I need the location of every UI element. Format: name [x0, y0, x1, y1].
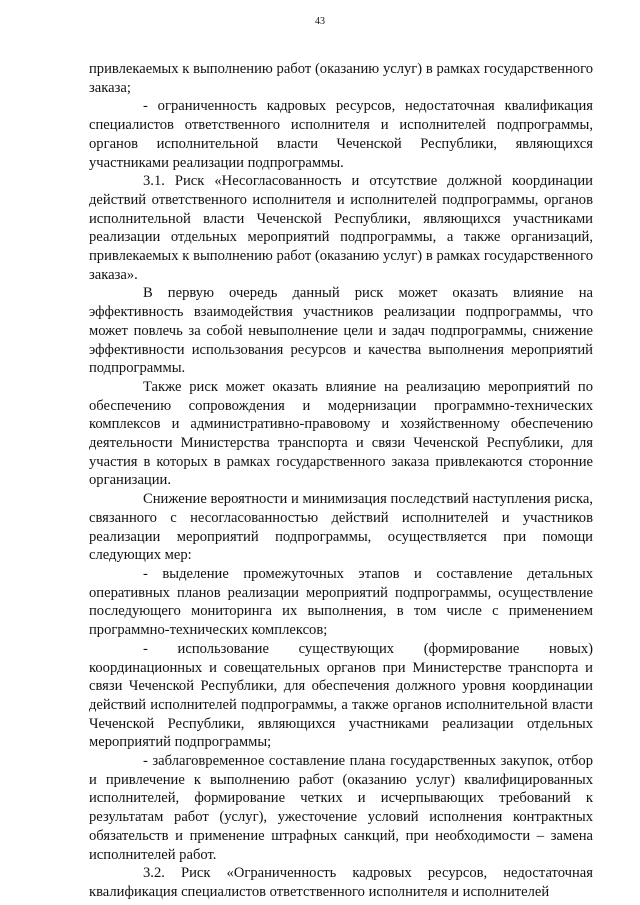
paragraph: В первую очередь данный риск может оказать влияние на эффективность взаимодействия участников реализации подпрограммы, что может повлечь за собой невыполнение цели и задач подпрограммы, снижение эффективности использования ресурсов и качества выполнения мероприятий подпрограммы. [89, 285, 593, 377]
paragraph: Также риск может оказать влияние на реализацию мероприятий по обеспечению сопровождения и модернизации программно-технических комплексов и административно-правовому и хозяйственному обеспечению деятельности Министерства транспорта и связи Чеченской Республики, для участия в которых в рамках государственного заказа привлекаются сторонние организации. [89, 378, 593, 489]
page-number: 43 [315, 16, 325, 27]
paragraph: - использование существующих (формирование новых) координационных и совещательных органов при Министерстве транспорта и связи Чеченской Республики, для обеспечения должного уровня координации действий исполнителей подпрограммы, а также органов исполнительной власти Чеченской Республики, являющихся участниками реализации отдельных мероприятий подпрограммы; [89, 640, 593, 751]
paragraph: привлекаемых к выполнению работ (оказанию услуг) в рамках государственного заказа; [89, 61, 593, 96]
paragraph: - выделение промежуточных этапов и составление детальных оперативных планов реализации мероприятий подпрограммы, осуществление последующего мониторинга их выполнения, в том числе с применением программно-технических комплексов; [89, 565, 593, 639]
paragraph: - заблаговременное составление плана государственных закупок, отбор и привлечение к выполнению работ (оказанию услуг) квалифицированных исполнителей, формирование четких и исчерпывающих требований к результатам работ (услуг), ужесточение условий исполнения контрактных обязательств и применение штрафных санкций, при необходимости – замена исполнителей работ. [89, 753, 593, 863]
paragraph: - ограниченность кадровых ресурсов, недостаточная квалификация специалистов ответственного исполнителя и исполнителей подпрограммы, органов исполнительной власти Чеченской Республики, являющихся участниками реализации подпрограммы. [89, 98, 593, 171]
document-body [89, 60, 593, 902]
paragraph: Снижение вероятности и минимизация последствий наступления риска, связанного с несогласованностью действий исполнителей и участников реализации мероприятий подпрограммы, осуществляется при помощи следующих мер: [89, 491, 593, 564]
paragraph: 3.2. Риск «Ограниченность кадровых ресурсов, недостаточная квалификация специалистов ответственного исполнителя и исполнителей [89, 865, 593, 900]
paragraph: 3.1. Риск «Несогласованность и отсутствие должной координации действий ответственного исполнителя и исполнителей подпрограммы, органов исполнительной власти Чеченской Республики, являющихся участниками реализации отдельных мероприятий подпрограммы, а также организаций, привлекаемых к выполнению работ (оказанию услуг) в рамках государственного заказа». [89, 173, 593, 283]
